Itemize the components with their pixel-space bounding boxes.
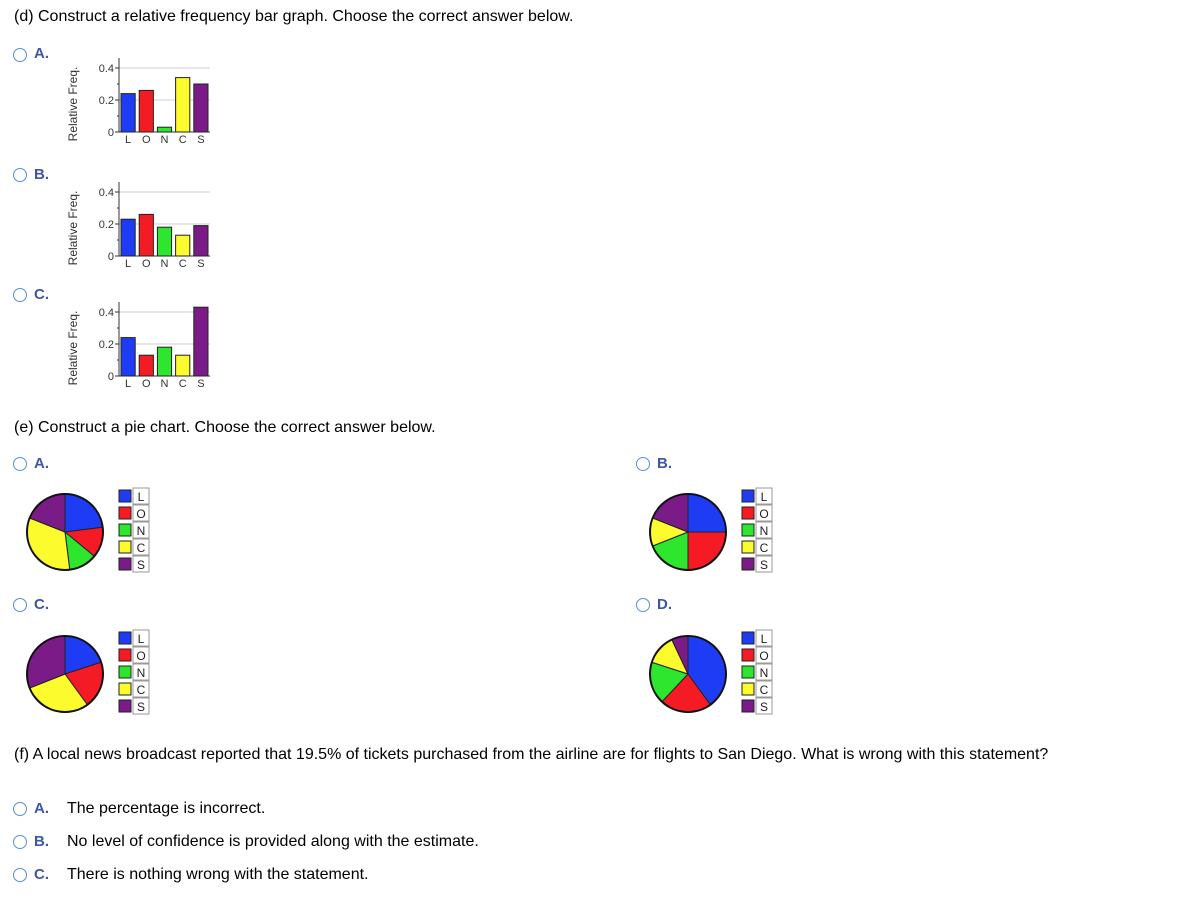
- legend-label-S: S: [136, 700, 146, 714]
- legend-swatch-O: [742, 649, 754, 661]
- legend-label-L: L: [760, 490, 768, 504]
- legend-swatch-C: [119, 683, 131, 695]
- pie-chart-a: [20, 486, 170, 580]
- legend-swatch-S: [742, 558, 754, 570]
- bar-N: [157, 347, 171, 376]
- legend-swatch-O: [119, 507, 131, 519]
- option-letter: A.: [34, 455, 49, 472]
- legend-label-O: O: [759, 649, 769, 663]
- legend-label-L: L: [760, 632, 768, 646]
- y-tick-label: 0: [107, 251, 114, 263]
- option-letter: C.: [34, 596, 49, 613]
- x-tick-label: C: [178, 134, 187, 146]
- bar-S: [194, 84, 208, 132]
- legend-label-L: L: [137, 632, 145, 646]
- option-letter: B.: [34, 166, 49, 183]
- x-tick-label: L: [125, 134, 132, 146]
- legend-swatch-L: [119, 490, 131, 502]
- bar-chart-a: [60, 52, 220, 152]
- radio-e-c[interactable]: [13, 598, 27, 612]
- y-tick-label: 0.4: [98, 63, 114, 75]
- radio-f-b[interactable]: [13, 835, 27, 849]
- bar-O: [139, 214, 153, 256]
- legend-label-N: N: [759, 524, 769, 538]
- x-tick-label: O: [142, 134, 151, 146]
- radio-d-c[interactable]: [13, 288, 27, 302]
- bar-C: [176, 355, 190, 376]
- legend-label-N: N: [136, 524, 146, 538]
- bar-N: [157, 227, 171, 256]
- legend-swatch-O: [742, 507, 754, 519]
- radio-d-b[interactable]: [13, 168, 27, 182]
- bar-S: [194, 226, 208, 256]
- x-tick-label: S: [197, 378, 205, 390]
- radio-f-c[interactable]: [13, 868, 27, 882]
- x-tick-label: N: [160, 258, 169, 270]
- legend-swatch-C: [742, 683, 754, 695]
- bar-L: [121, 338, 135, 376]
- y-tick-label: 0.2: [98, 219, 114, 231]
- radio-d-a[interactable]: [13, 48, 27, 62]
- legend-swatch-L: [742, 490, 754, 502]
- question-e: (e) Construct a pie chart. Choose the correct answer below.: [14, 419, 436, 436]
- radio-e-b[interactable]: [636, 457, 650, 471]
- option-letter: B.: [34, 833, 49, 850]
- question-d: (d) Construct a relative frequency bar graph. Choose the correct answer below.: [14, 8, 574, 25]
- legend-swatch-L: [742, 632, 754, 644]
- y-tick-label: 0.2: [98, 339, 114, 351]
- legend-label-C: C: [136, 541, 146, 555]
- option-letter: B.: [657, 455, 672, 472]
- bar-S: [194, 307, 208, 376]
- x-tick-label: N: [160, 134, 169, 146]
- legend-swatch-N: [119, 524, 131, 536]
- option-text: The percentage is incorrect.: [67, 800, 266, 817]
- legend-label-N: N: [136, 666, 146, 680]
- pie-chart-c: [20, 628, 170, 722]
- x-tick-label: O: [142, 258, 151, 270]
- legend-label-L: L: [137, 490, 145, 504]
- legend-label-C: C: [136, 683, 146, 697]
- legend-label-S: S: [759, 700, 769, 714]
- legend-swatch-C: [119, 541, 131, 553]
- option-letter: D.: [657, 596, 672, 613]
- y-tick-label: 0.2: [98, 95, 114, 107]
- pie-chart-d: [643, 628, 793, 722]
- option-letter: A.: [34, 45, 49, 62]
- legend-label-S: S: [759, 558, 769, 572]
- legend-label-O: O: [136, 507, 146, 521]
- legend-swatch-S: [119, 700, 131, 712]
- option-text: There is nothing wrong with the statement.: [67, 866, 369, 883]
- legend-label-S: S: [136, 558, 146, 572]
- x-tick-label: L: [125, 258, 132, 270]
- legend-label-C: C: [759, 541, 769, 555]
- y-tick-label: 0.4: [98, 307, 114, 319]
- legend-label-O: O: [759, 507, 769, 521]
- bar-chart-b: [60, 176, 220, 276]
- y-axis-label: Relative Freq.: [66, 66, 80, 142]
- option-letter: C.: [34, 866, 49, 883]
- option-letter: C.: [34, 286, 49, 303]
- legend-swatch-S: [119, 558, 131, 570]
- legend-swatch-C: [742, 541, 754, 553]
- radio-e-a[interactable]: [13, 457, 27, 471]
- legend-label-O: O: [136, 649, 146, 663]
- x-tick-label: C: [178, 378, 187, 390]
- pie-chart-b: [643, 486, 793, 580]
- bar-C: [176, 78, 190, 132]
- y-axis-label: Relative Freq.: [66, 310, 80, 386]
- y-tick-label: 0: [107, 371, 114, 383]
- x-tick-label: L: [125, 378, 132, 390]
- radio-f-a[interactable]: [13, 802, 27, 816]
- legend-swatch-S: [742, 700, 754, 712]
- legend-swatch-N: [742, 524, 754, 536]
- x-tick-label: O: [142, 378, 151, 390]
- legend-swatch-O: [119, 649, 131, 661]
- radio-e-d[interactable]: [636, 598, 650, 612]
- bar-C: [176, 235, 190, 256]
- legend-swatch-L: [119, 632, 131, 644]
- bar-O: [139, 90, 153, 132]
- x-tick-label: S: [197, 134, 205, 146]
- bar-L: [121, 94, 135, 132]
- option-text: No level of confidence is provided along with the estimate.: [67, 833, 479, 850]
- bar-O: [139, 355, 153, 376]
- y-tick-label: 0: [107, 127, 114, 139]
- y-axis-label: Relative Freq.: [66, 190, 80, 266]
- bar-chart-c: [60, 296, 220, 396]
- legend-swatch-N: [742, 666, 754, 678]
- legend-label-C: C: [759, 683, 769, 697]
- bar-N: [157, 127, 171, 132]
- legend-swatch-N: [119, 666, 131, 678]
- x-tick-label: S: [197, 258, 205, 270]
- y-tick-label: 0.4: [98, 187, 114, 199]
- question-f: (f) A local news broadcast reported that 19.5% of tickets purchased from the airline are for flights to San Diego. What is wrong with this statement?: [14, 746, 1049, 763]
- x-tick-label: C: [178, 258, 187, 270]
- option-letter: A.: [34, 800, 49, 817]
- bar-L: [121, 219, 135, 256]
- x-tick-label: N: [160, 378, 169, 390]
- legend-label-N: N: [759, 666, 769, 680]
